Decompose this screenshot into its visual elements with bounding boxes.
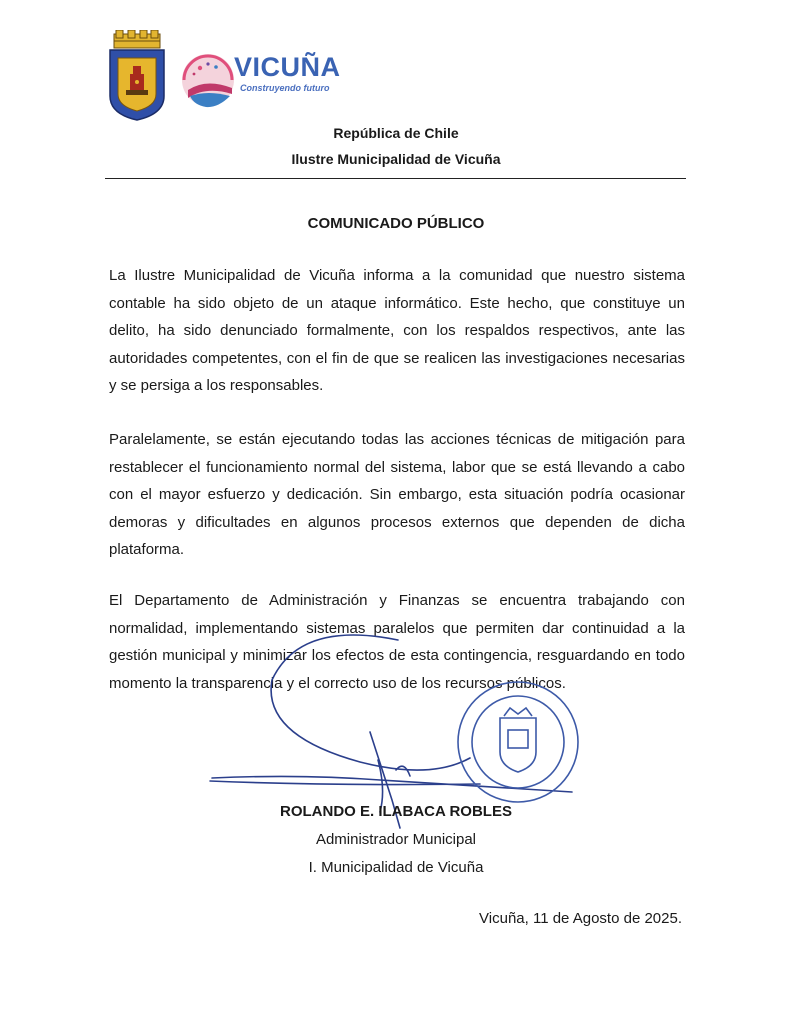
signatory-role: Administrador Municipal xyxy=(315,831,477,848)
official-stamp xyxy=(458,682,578,802)
paragraph-1: La Ilustre Municipalidad de Vicuña informa a la comunidad que nuestro sistema contable ha sido objeto de un ataque informático. Este hecho, que constituye un delito, ha sido denunciado formalmente, con los respaldos respectivos, ante las autoridades competentes, con el fin de que se realicen las investigaciones necesarias y se persiga a los responsables. xyxy=(109,267,685,394)
document-date: Vicuña, 11 de Agosto de 2025. xyxy=(479,910,682,927)
signatory-institution: I. Municipalidad de Vicuña xyxy=(308,859,484,876)
municipal-crest-logo xyxy=(106,30,168,122)
paragraph-3: El Departamento de Administración y Finanzas se encuentra trabajando con normalidad, implementando sistemas paralelos que permiten dar continuidad a la gestión municipal y minimizar los efectos de esta contingencia, resguardando en todo momento la transparencia y el correcto uso de los recursos públicos. xyxy=(109,592,685,692)
logo-tagline: Construyendo futuro xyxy=(240,83,330,93)
signatory-name: ROLANDO E. ILABACA ROBLES xyxy=(280,803,512,820)
header-country: República de Chile xyxy=(333,125,459,141)
paragraph-2: Paralelamente, se están ejecutando todas las acciones técnicas de mitigación para restablecer el funcionamiento normal del sistema, labor que se está llevando a cabo con el mayor esfuerzo y dedicación. Sin embargo, esta situación podría ocasionar demoras y dificultades en algunos procesos externos que dependen de dicha plataforma. xyxy=(109,431,685,558)
document-title: COMUNICADO PÚBLICO xyxy=(307,215,485,232)
logo-wordmark: VICUÑA xyxy=(234,52,341,82)
header-divider xyxy=(105,178,686,179)
header-municipality: Ilustre Municipalidad de Vicuña xyxy=(291,151,501,167)
